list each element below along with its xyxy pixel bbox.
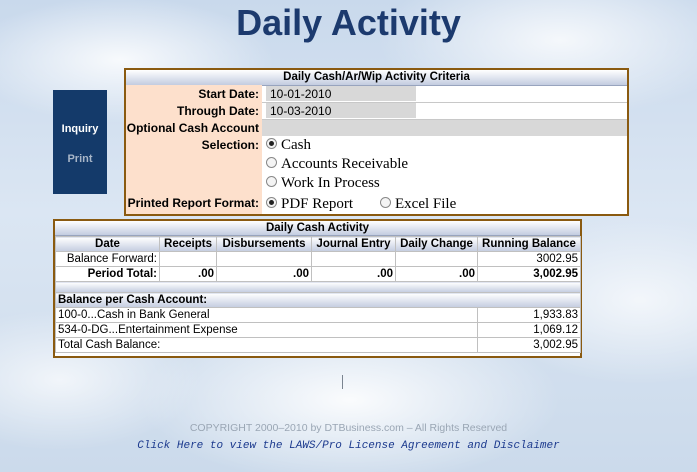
side-nav [53, 90, 107, 194]
col-running-balance: Running Balance [478, 237, 581, 252]
section-row [56, 293, 581, 308]
radio-excel-file[interactable] [380, 196, 456, 213]
radio-pdf-report[interactable] [266, 196, 353, 213]
account-amount: 1,069.12 [478, 323, 581, 338]
empty-cell [160, 252, 217, 267]
radio-wip-label: Work In Process [281, 175, 380, 191]
radio-cash-label: Cash [281, 137, 311, 153]
format-label: Printed Report Format: [127, 196, 259, 210]
optional-cash-label: Optional Cash Account [126, 121, 259, 135]
criteria-panel [124, 68, 629, 216]
radio-icon [266, 176, 277, 187]
radio-cash[interactable] [266, 137, 311, 154]
table-row [56, 308, 581, 323]
license-link[interactable]: Click Here to view the LAWS/Pro License Agreement and Disclaimer [137, 440, 560, 452]
radio-selected-icon [266, 197, 277, 208]
start-date-value: 10-01-2010 [270, 87, 332, 101]
radio-selected-icon [266, 138, 277, 149]
cash-account-header: Balance per Cash Account: [56, 293, 581, 308]
radio-icon [266, 157, 277, 168]
total-cash-label: Total Cash Balance: [56, 338, 478, 353]
account-name: 100-0...Cash in Bank General [56, 308, 478, 323]
radio-icon [380, 197, 391, 208]
empty-cell [217, 252, 312, 267]
period-total-running-balance: 3,002.95 [478, 267, 581, 282]
table-row [56, 252, 581, 267]
col-date: Date [56, 237, 160, 252]
start-date-label: Start Date: [198, 87, 259, 101]
selection-label: Selection: [201, 138, 259, 152]
page-title: Daily Activity [236, 2, 461, 43]
spacer-row [56, 282, 581, 293]
table-row [56, 323, 581, 338]
optional-cash-field[interactable] [262, 120, 627, 136]
table-row [56, 267, 581, 282]
col-disbursements: Disbursements [217, 237, 312, 252]
radio-work-in-process[interactable] [266, 175, 380, 192]
period-total-daily-change: .00 [396, 267, 478, 282]
col-receipts: Receipts [160, 237, 217, 252]
table-row [56, 338, 581, 353]
radio-pdf-label: PDF Report [281, 196, 354, 212]
inquiry-button[interactable]: Inquiry [61, 123, 99, 135]
activity-table [55, 236, 581, 353]
copyright-text: COPYRIGHT 2000–2010 by DTBusiness.com – All Rights Reserved [189, 422, 508, 434]
col-daily-change: Daily Change [396, 237, 478, 252]
spacer-cell [56, 282, 581, 293]
radio-accounts-receivable[interactable] [266, 156, 408, 173]
balance-forward-value: 3002.95 [478, 252, 581, 267]
account-amount: 1,933.83 [478, 308, 581, 323]
empty-cell [396, 252, 478, 267]
radio-ar-label: Accounts Receivable [281, 156, 409, 172]
total-cash-value: 3,002.95 [478, 338, 581, 353]
empty-cell [312, 252, 396, 267]
period-total-journal-entry: .00 [312, 267, 396, 282]
criteria-header: Daily Cash/Ar/Wip Activity Criteria [126, 70, 627, 86]
balance-forward-label: Balance Forward: [56, 252, 160, 267]
print-button[interactable]: Print [67, 153, 93, 165]
account-name: 534-0-DG...Entertainment Expense [56, 323, 478, 338]
activity-header: Daily Cash Activity [55, 221, 580, 236]
through-date-label: Through Date: [177, 104, 259, 118]
radio-excel-label: Excel File [395, 196, 457, 212]
period-total-receipts: .00 [160, 267, 217, 282]
activity-panel [53, 219, 582, 358]
col-journal-entry: Journal Entry [312, 237, 396, 252]
period-total-disbursements: .00 [217, 267, 312, 282]
text-cursor [342, 375, 343, 389]
through-date-value: 10-03-2010 [270, 104, 332, 118]
period-total-label: Period Total: [56, 267, 160, 282]
